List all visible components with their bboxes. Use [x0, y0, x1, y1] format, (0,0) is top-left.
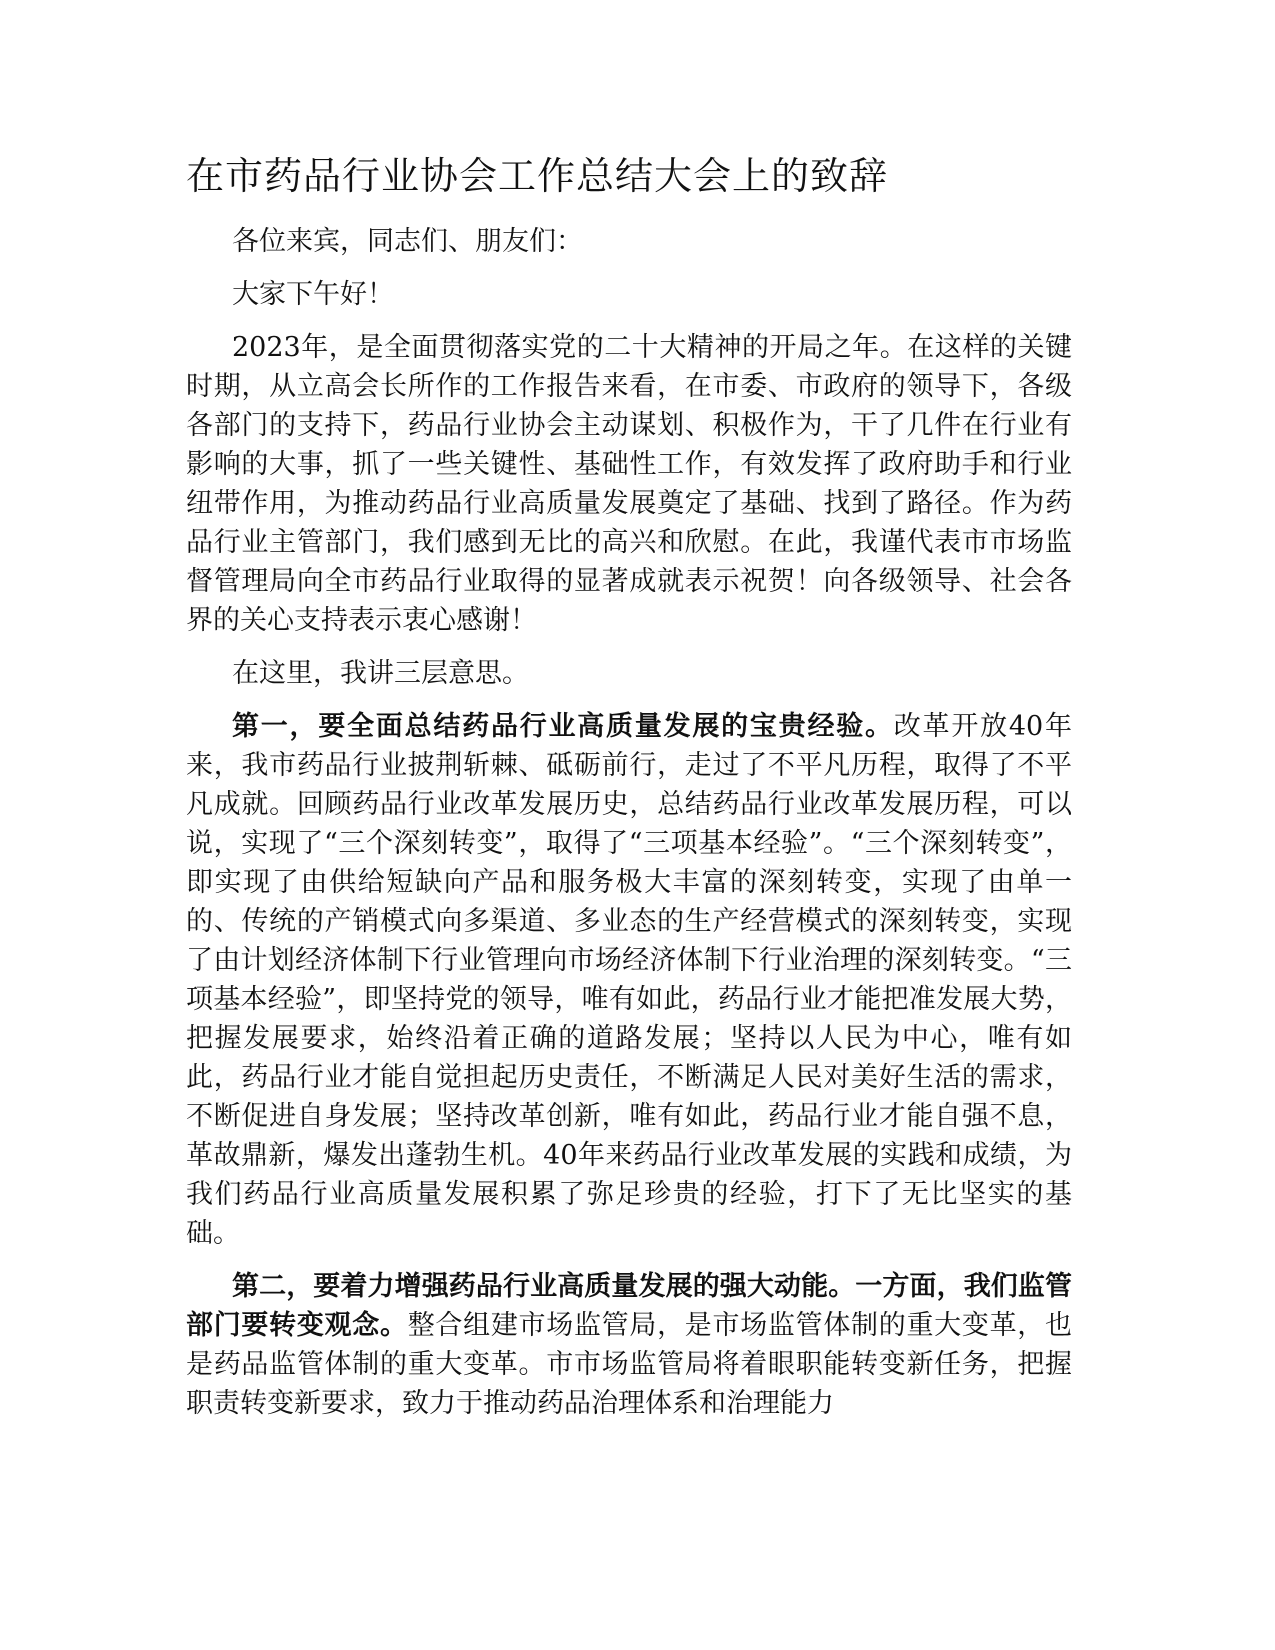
- second-point-body: 整合组建市场监管局，是市场监管体制的重大变革，也是药品监管体制的重大变革。市市场监管局将着眼职能转变新任务，把握职责转变新要求，致力于推动药品治理体系和治理能力: [186, 1310, 1073, 1419]
- document-title: 在市药品行业协会工作总结大会上的致辞: [186, 154, 889, 198]
- greeting: 大家下午好！: [232, 279, 394, 310]
- first-point-paragraph: [186, 707, 1072, 1253]
- second-point-heading: 第二，要着力增强药品行业高质量发展的强大动能。一方面，我们监管部门要转变观念。: [186, 1271, 1072, 1341]
- second-point-paragraph: [186, 1267, 1072, 1423]
- salutation: 各位来宾，同志们、朋友们：: [232, 226, 583, 257]
- intro-paragraph: 2023年，是全面贯彻落实党的二十大精神的开局之年。在这样的关键时期，从立高会长所作的工作报告来看，在市委、市政府的领导下，各级各部门的支持下，药品行业协会主动谋划、积极作为，干了几件在行业有影响的大事，抓了一些关键性、基础性工作，有效发挥了政府助手和行业纽带作用，为推动药品行业高质量发展奠定了基础、找到了路径。作为药品行业主管部门，我们感到无比的高兴和欣慰。在此，我谨代表市市场监督管理局向全市药品行业取得的显著成就表示祝贺！向各级领导、社会各界的关心支持表示衷心感谢！: [186, 332, 1072, 636]
- first-point-heading: 第一，要全面总结药品行业高质量发展的宝贵经验。: [232, 711, 894, 742]
- document-body: [186, 222, 1072, 1437]
- transition-paragraph: 在这里，我讲三层意思。: [232, 658, 529, 689]
- first-point-body: 改革开放40年来，我市药品行业披荆斩棘、砥砺前行，走过了不平凡历程，取得了不平凡成就。回顾药品行业改革发展历史，总结药品行业改革发展历程，可以说，实现了“三个深刻转变”，取得了“三项基本经验”。“三个深刻转变”，即实现了由供给短缺向产品和服务极大丰富的深刻转变，实现了由单一的、传统的产销模式向多渠道、多业态的生产经营模式的深刻转变，实现了由计划经济体制下行业管理向市场经济体制下行业治理的深刻转变。“三项基本经验”，即坚持党的领导，唯有如此，药品行业才能把准发展大势，把握发展要求，始终沿着正确的道路发展；坚持以人民为中心，唯有如此，药品行业才能自觉担起历史责任，不断满足人民对美好生活的需求，不断促进自身发展；坚持改革创新，唯有如此，药品行业才能自强不息，革故鼎新，爆发出蓬勃生机。40年来药品行业改革发展的实践和成绩，为我们药品行业高质量发展积累了弥足珍贵的经验，打下了无比坚实的基础。: [186, 711, 1073, 1249]
